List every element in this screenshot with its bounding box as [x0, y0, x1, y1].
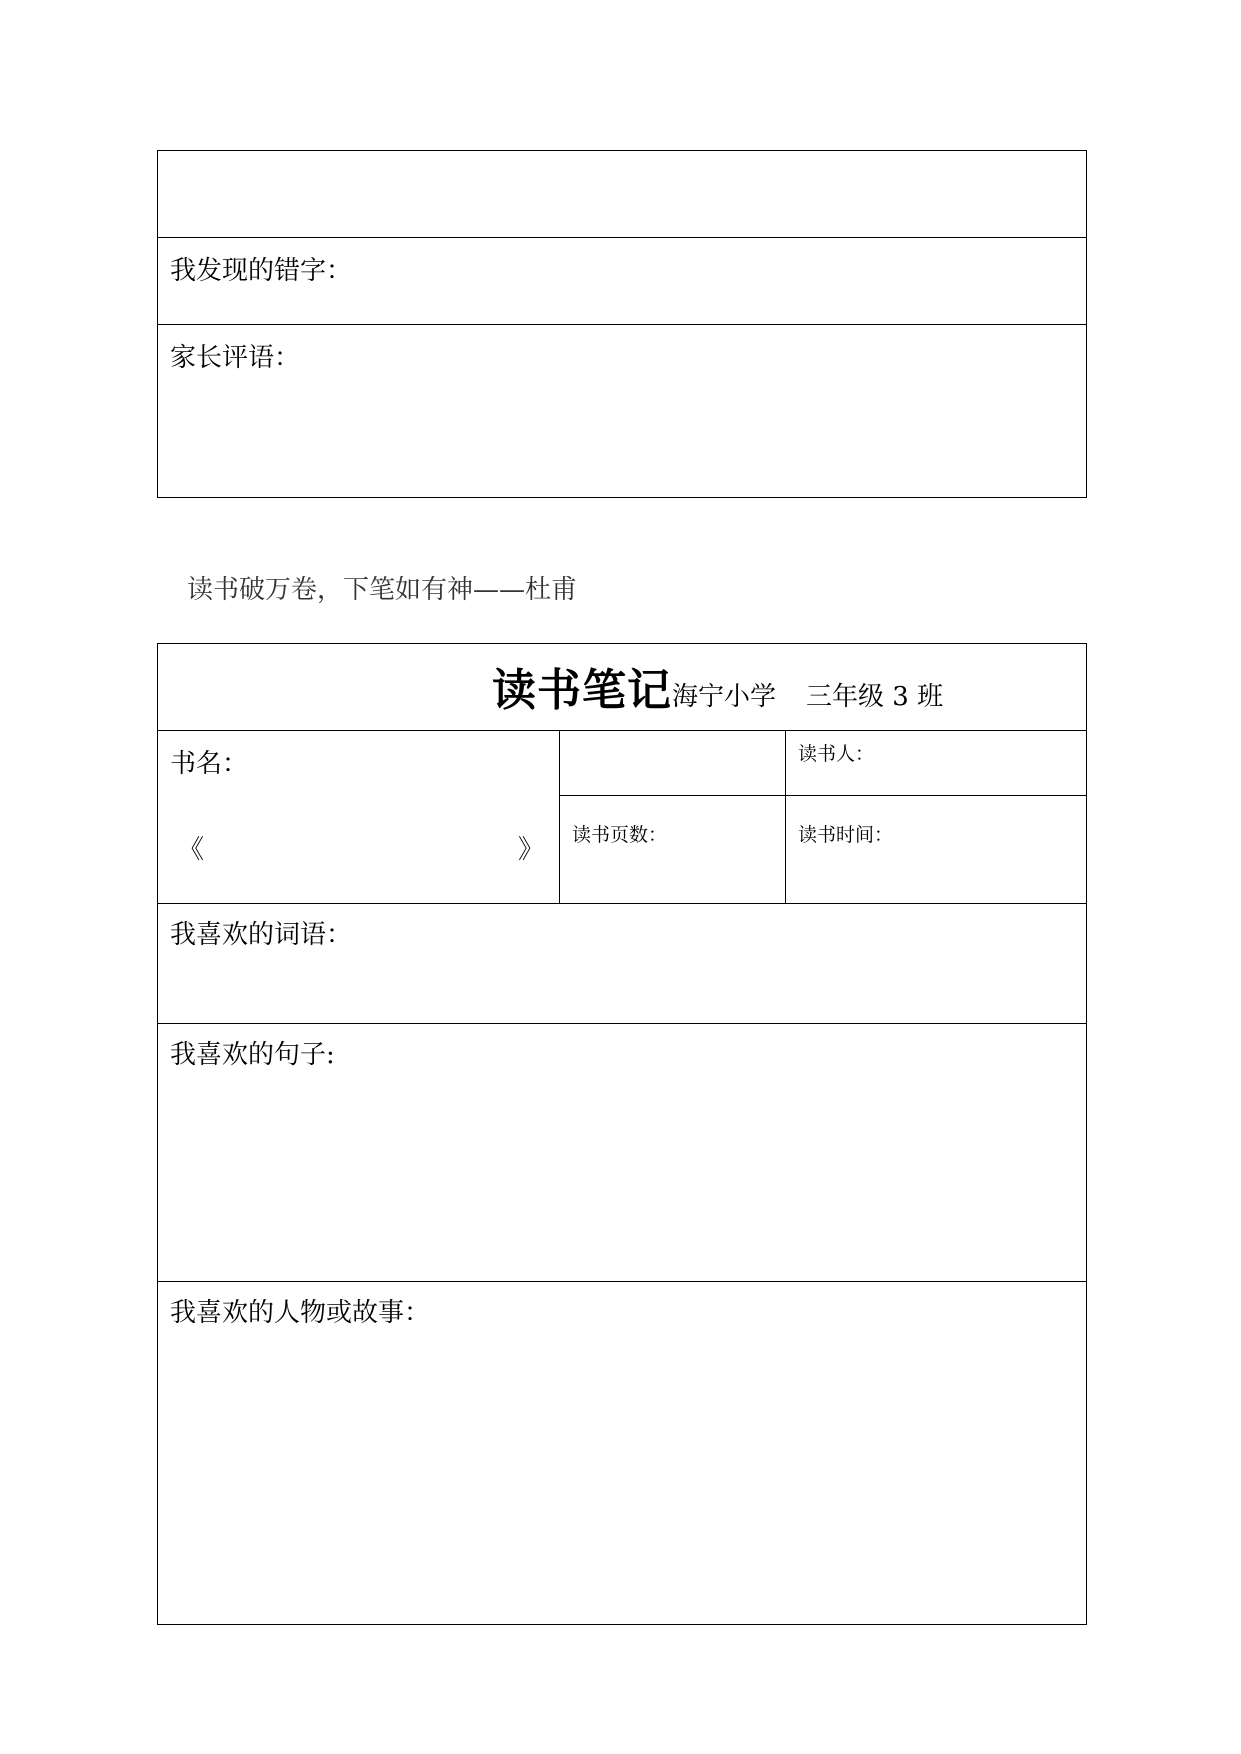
favorite-characters-label: 我喜欢的人物或故事： — [170, 1298, 431, 1328]
book-quote-close: 》 — [518, 835, 545, 865]
top-table-row-typos — [157, 237, 1087, 325]
favorite-sentences-label: 我喜欢的句子: — [170, 1040, 335, 1070]
time-cell — [785, 795, 1087, 904]
pages-label: 读书页数： — [572, 824, 668, 846]
parent-comment-label: 家长评语： — [170, 343, 301, 373]
reader-cell — [785, 730, 1087, 796]
favorite-characters-row — [157, 1281, 1087, 1625]
typos-label: 我发现的错字： — [170, 256, 353, 286]
favorite-sentences-row — [157, 1023, 1087, 1282]
favorite-words-row — [157, 903, 1087, 1024]
top-table-row-parent-comment — [157, 324, 1087, 498]
school-name: 海宁小学 — [672, 682, 777, 712]
top-table — [157, 150, 1087, 498]
title-row — [157, 643, 1087, 731]
reading-quote: 读书破万卷，下笔如有神——杜甫 — [187, 575, 578, 605]
class-name: 三年级 3 班 — [806, 682, 944, 712]
reading-notes-table — [157, 643, 1087, 1625]
reader-label: 读书人： — [798, 743, 875, 765]
pages-cell — [559, 795, 786, 904]
time-label: 读书时间： — [798, 824, 894, 846]
notes-title: 读书笔记 — [492, 665, 672, 716]
favorite-words-label: 我喜欢的词语： — [170, 920, 353, 950]
book-quote-open: 《 — [178, 835, 205, 865]
book-name-cell — [157, 730, 560, 904]
top-table-row-blank — [157, 150, 1087, 238]
blank-cell — [559, 730, 786, 796]
book-name-label: 书名： — [170, 749, 249, 779]
